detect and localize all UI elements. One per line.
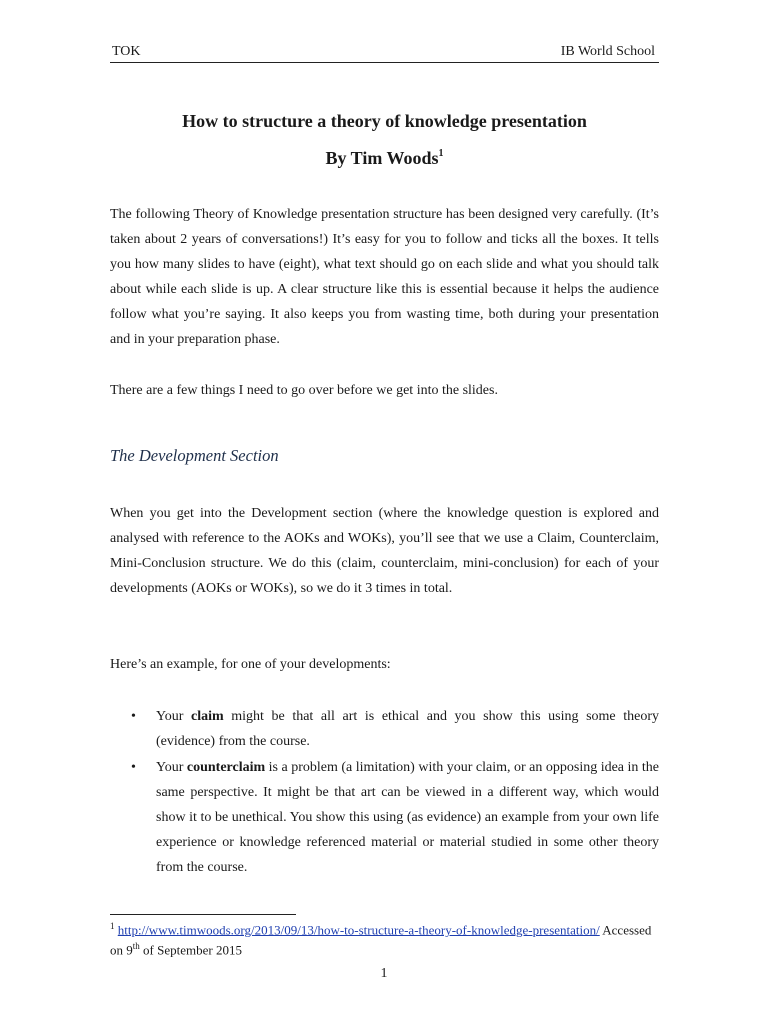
author-name: By Tim Woods bbox=[325, 148, 439, 168]
list-item-text: Your bbox=[156, 709, 191, 724]
development-paragraph: When you get into the Development section (where the knowledge question is explored and analysed with reference to the AOKs and WOKs), you’ll see that we use a Claim, Counterclaim, Mini-Conclusion structure. We do this (claim, counterclaim, mini-conclusion) for each of your developments (AOKs or WOKs), so we do it 3 times in total. bbox=[110, 506, 659, 596]
intro-transition: There are a few things I need to go over before we get into the slides. bbox=[110, 383, 498, 398]
bullet-icon: • bbox=[131, 760, 136, 775]
list-item-term: counterclaim bbox=[186, 760, 266, 775]
list-item bbox=[110, 755, 659, 880]
footnote bbox=[110, 918, 659, 959]
footnote-number: 1 bbox=[110, 921, 115, 931]
footnote-link[interactable]: http://www.timwoods.org/2013/09/13/how-to-structure-a-theory-of-knowledge-presentation/ bbox=[117, 922, 600, 938]
bullet-list bbox=[110, 704, 659, 880]
section-heading: The Development Section bbox=[110, 446, 279, 465]
list-item-text: Your bbox=[156, 760, 187, 775]
intro-paragraph: The following Theory of Knowledge presentation structure has been designed very carefully. (It’s taken about 2 years of conversations!) It’s easy for you to follow and ticks all the boxes. It tells you how many slides to have (eight), what text should go on each slide and what you should talk about while each slide is up. A clear structure like this is essential because it helps the audience follow what you’re saying. It also keeps you from wasting time, both during your presentation and in your preparation phase. bbox=[110, 207, 659, 347]
header-school: IB World School bbox=[560, 44, 655, 59]
footnote-ordinal: th bbox=[132, 941, 140, 952]
footnote-reference[interactable]: 1 bbox=[438, 148, 444, 159]
page-number: 1 bbox=[380, 966, 388, 981]
header-rule bbox=[110, 62, 659, 63]
footnote-date: of September 2015 bbox=[139, 942, 242, 958]
header-course: TOK bbox=[112, 44, 141, 59]
bullet-icon: • bbox=[131, 709, 136, 724]
list-item-text: is a problem (a limitation) with your claim, or an opposing idea in the same perspective. It might be that art can be viewed in a different way, which would show it to be unethical. You show this using (as evidence) an example from your own life experience or knowledge referenced material or material studied in some other theory from the course. bbox=[156, 760, 660, 875]
footnote-rule bbox=[110, 914, 296, 915]
document-title: How to structure a theory of knowledge presentation bbox=[182, 111, 587, 131]
list-item bbox=[110, 704, 659, 754]
document-author bbox=[110, 144, 659, 169]
example-intro: Here’s an example, for one of your developments: bbox=[110, 657, 391, 672]
list-item-text: might be that all art is ethical and you show this using some theory (evidence) from the course. bbox=[156, 709, 659, 749]
footnote-accessed: Accessed on 9 bbox=[110, 922, 652, 958]
list-item-term: claim bbox=[190, 709, 224, 724]
